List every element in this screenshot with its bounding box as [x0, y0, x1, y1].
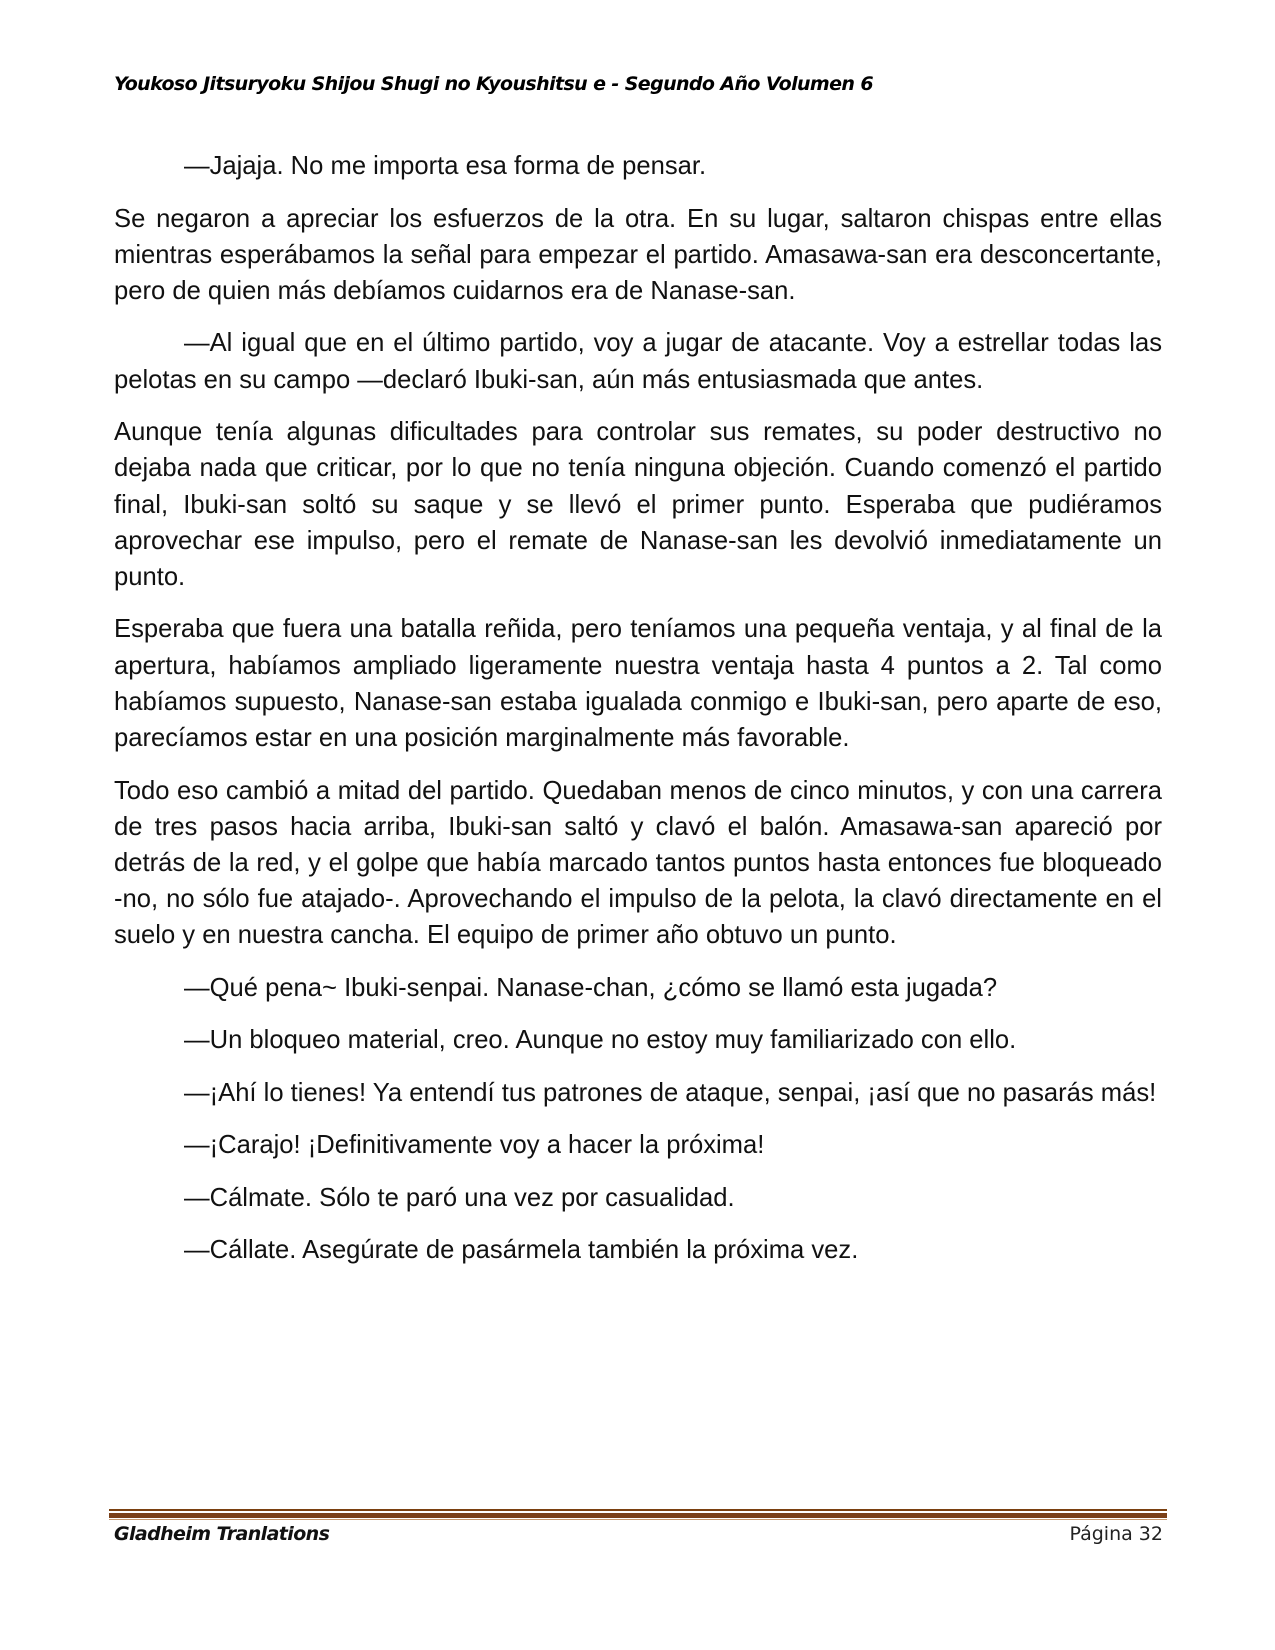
paragraph: Esperaba que fuera una batalla reñida, pero teníamos una pequeña ventaja, y al final de la apertura, habíamos ampliado ligeramente nuestra ventaja hasta 4 puntos a 2. Tal como habíamos supuesto, Nanase-san estaba igualada conmigo e Ibuki-san, pero aparte de eso, parecíamos estar en una posición marginalmente más favorable.: [114, 615, 1162, 753]
footer-rule-accent: [109, 1519, 1167, 1520]
paragraph-dialogue: —¡Carajo! ¡Definitivamente voy a hacer la próxima!: [184, 1131, 765, 1160]
page-number: Página 32: [1069, 1523, 1163, 1545]
paragraph-dialogue: —Jajaja. No me importa esa forma de pensar.: [184, 152, 707, 180]
running-header: Youkoso Jitsuryoku Shijou Shugi no Kyoushitsu e - Segundo Año Volumen 6: [114, 73, 873, 95]
paragraph-dialogue: —Al igual que en el último partido, voy a jugar de atacante. Voy a estrellar todas las pelotas en su campo —declaró Ibuki-san, aún más entusiasmada que antes.: [114, 329, 1162, 394]
paragraph-dialogue: —¡Ahí lo tienes! Ya entendí tus patrones de ataque, senpai, ¡así que no pasarás más!: [184, 1078, 1157, 1107]
paragraph-dialogue: —Un bloqueo material, creo. Aunque no estoy muy familiarizado con ello.: [184, 1026, 1017, 1055]
footer-rule-thick: [109, 1513, 1167, 1518]
footer-rule-thin: [109, 1509, 1167, 1511]
footer-publisher: Gladheim Tranlations: [114, 1523, 330, 1545]
paragraph: Se negaron a apreciar los esfuerzos de la otra. En su lugar, saltaron chispas entre ellas mientras esperábamos la señal para empezar el partido. Amasawa-san era desconcertante, pero de quien más debíamos cuidarnos era de Nanase-san.: [114, 204, 1162, 305]
paragraph: Todo eso cambió a mitad del partido. Quedaban menos de cinco minutos, y con una carrera de tres pasos hacia arriba, Ibuki-san saltó y clavó el balón. Amasawa-san apareció por detrás de la red, y el golpe que había marcado tantos puntos hasta entonces fue bloqueado -no, no sólo fue atajado-. Aprovechando el impulso de la pelota, la clavó directamente en el suelo y en nuestra cancha. El equipo de primer año obtuvo un punto.: [114, 776, 1162, 950]
paragraph-dialogue: —Cálmate. Sólo te paró una vez por casualidad.: [184, 1183, 735, 1212]
paragraph-dialogue: —Qué pena~ Ibuki-senpai. Nanase-chan, ¿cómo se llamó esta jugada?: [184, 973, 998, 1002]
paragraph: Aunque tenía algunas dificultades para controlar sus remates, su poder destructivo no dejaba nada que criticar, por lo que no tenía ninguna objeción. Cuando comenzó el partido final, Ibuki-san soltó su saque y se llevó el primer punto. Esperaba que pudiéramos aprovechar ese impulso, pero el remate de Nanase-san les devolvió inmediatamente un punto.: [114, 418, 1162, 591]
paragraph-dialogue: —Cállate. Asegúrate de pasármela también la próxima vez.: [184, 1236, 859, 1265]
page-body: [114, 148, 1162, 1285]
